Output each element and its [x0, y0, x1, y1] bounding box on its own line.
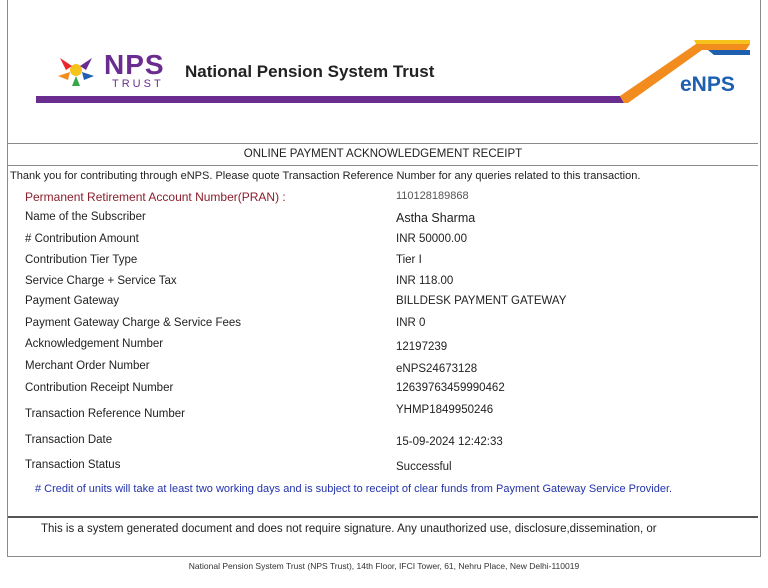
detail-row-pran [8, 190, 758, 208]
detail-row-gateway-charge [8, 317, 758, 335]
detail-row-transaction-date [8, 434, 758, 452]
detail-row-tier-type [8, 254, 758, 272]
row-label: # Contribution Amount [25, 233, 139, 245]
row-label: Contribution Receipt Number [25, 382, 174, 394]
detail-row-transaction-reference [8, 406, 758, 424]
row-value: INR 50000.00 [396, 233, 467, 245]
row-value: 12639763459990462 [396, 382, 505, 394]
row-label: Permanent Retirement Account Number(PRAN) : [25, 190, 286, 204]
row-value: 12197239 [396, 341, 448, 353]
row-value: BILLDESK PAYMENT GATEWAY [396, 295, 567, 307]
sun-figures-icon [54, 50, 98, 90]
row-value: 110128189868 [396, 190, 469, 202]
row-label: Name of the Subscriber [25, 211, 146, 223]
footer-address: National Pension System Trust (NPS Trust), 14th Floor, IFCI Tower, 61, Nehru Place, New Delhi-110019 [188, 561, 580, 571]
credit-note: # Credit of units will take at least two working days and is subject to receipt of clear funds from Payment Gateway Service Provider. [35, 483, 673, 495]
detail-row-contribution-receipt-number [8, 382, 758, 400]
row-label: Payment Gateway Charge & Service Fees [25, 317, 242, 329]
receipt-intro: Thank you for contributing through eNPS. Please quote Transaction Reference Number for any queries related to this transaction. [10, 170, 641, 182]
row-label: Service Charge + Service Tax [25, 275, 177, 287]
divider [8, 516, 758, 518]
row-label: Transaction Reference Number [25, 408, 186, 420]
nps-trust-logo [54, 50, 174, 90]
row-label: Acknowledgement Number [25, 338, 164, 350]
header [8, 0, 758, 130]
row-value: Successful [396, 461, 452, 473]
detail-row-service-charge [8, 275, 758, 293]
detail-row-payment-gateway [8, 295, 758, 313]
logo-wordmark: NPS [104, 49, 165, 80]
row-value: eNPS24673128 [396, 363, 478, 375]
detail-row-contribution-amount [8, 233, 758, 251]
organization-name: National Pension System Trust [185, 62, 435, 81]
detail-row-acknowledgement-number [8, 338, 758, 356]
detail-row-subscriber-name [8, 211, 758, 229]
row-value: Tier I [396, 254, 422, 266]
row-value: Astha Sharma [396, 211, 476, 225]
disclaimer-text: This is a system generated document and does not require signature. Any unauthorized use, disclosure,dissemination, or [41, 523, 657, 535]
row-label: Contribution Tier Type [25, 254, 138, 266]
row-label: Transaction Status [25, 459, 121, 471]
receipt-title: ONLINE PAYMENT ACKNOWLEDGEMENT RECEIPT [8, 144, 758, 166]
logo-subtext: TRUST [112, 78, 164, 90]
detail-row-transaction-status [8, 459, 758, 477]
detail-row-merchant-order-number [8, 360, 758, 378]
row-value: INR 0 [396, 317, 426, 329]
enps-brand: eNPS [680, 73, 735, 96]
row-value: 15-09-2024 12:42:33 [396, 436, 503, 448]
row-value: YHMP1849950246 [396, 404, 494, 416]
row-value: INR 118.00 [396, 275, 454, 287]
row-label: Merchant Order Number [25, 360, 150, 372]
receipt [8, 143, 758, 556]
row-label: Payment Gateway [25, 295, 119, 307]
row-label: Transaction Date [25, 434, 113, 446]
